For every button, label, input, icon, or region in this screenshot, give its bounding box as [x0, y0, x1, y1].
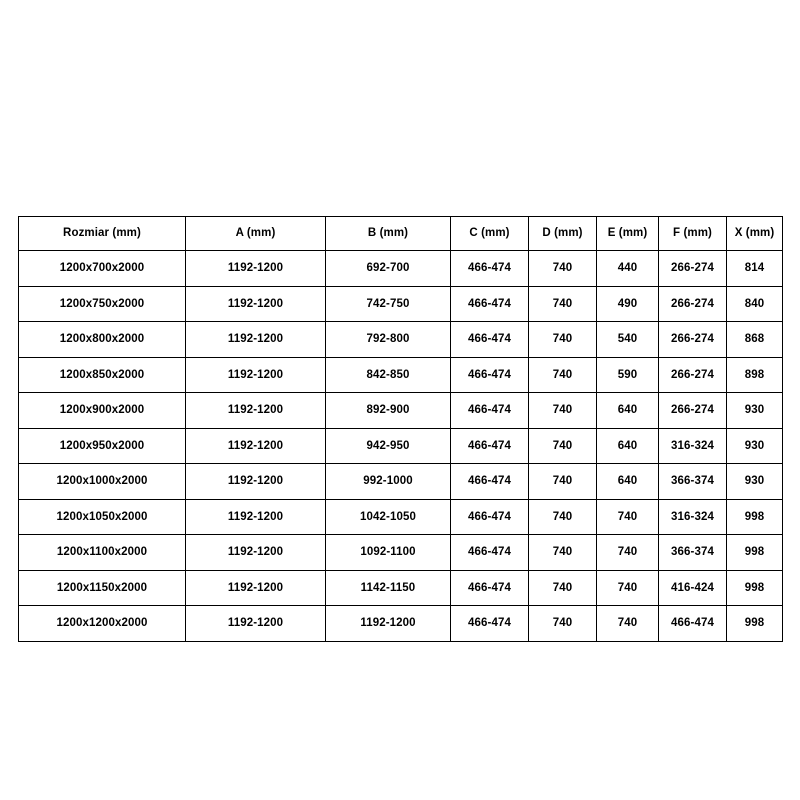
cell-x: 998 — [727, 535, 783, 571]
cell-a: 1192-1200 — [186, 570, 326, 606]
cell-x: 930 — [727, 428, 783, 464]
table-row — [19, 535, 783, 571]
cell-d: 740 — [529, 570, 597, 606]
column-header-e: E (mm) — [597, 217, 659, 251]
cell-x: 840 — [727, 286, 783, 322]
cell-a: 1192-1200 — [186, 357, 326, 393]
cell-x: 998 — [727, 570, 783, 606]
cell-a: 1192-1200 — [186, 286, 326, 322]
cell-b: 1092-1100 — [326, 535, 451, 571]
cell-b: 942-950 — [326, 428, 451, 464]
cell-a: 1192-1200 — [186, 251, 326, 287]
cell-rozmiar: 1200x700x2000 — [19, 251, 186, 287]
cell-b: 892-900 — [326, 393, 451, 429]
cell-d: 740 — [529, 322, 597, 358]
cell-rozmiar: 1200x800x2000 — [19, 322, 186, 358]
cell-x: 998 — [727, 499, 783, 535]
table-row — [19, 464, 783, 500]
table-row — [19, 393, 783, 429]
table-row — [19, 357, 783, 393]
cell-d: 740 — [529, 357, 597, 393]
cell-x: 930 — [727, 393, 783, 429]
cell-d: 740 — [529, 428, 597, 464]
cell-e: 740 — [597, 606, 659, 642]
cell-b: 842-850 — [326, 357, 451, 393]
cell-f: 266-274 — [659, 322, 727, 358]
cell-d: 740 — [529, 464, 597, 500]
cell-rozmiar: 1200x1150x2000 — [19, 570, 186, 606]
cell-rozmiar: 1200x1050x2000 — [19, 499, 186, 535]
cell-b: 792-800 — [326, 322, 451, 358]
cell-f: 316-324 — [659, 428, 727, 464]
cell-f: 316-324 — [659, 499, 727, 535]
cell-d: 740 — [529, 393, 597, 429]
cell-b: 742-750 — [326, 286, 451, 322]
cell-rozmiar: 1200x750x2000 — [19, 286, 186, 322]
cell-a: 1192-1200 — [186, 428, 326, 464]
cell-c: 466-474 — [451, 322, 529, 358]
cell-f: 366-374 — [659, 535, 727, 571]
cell-c: 466-474 — [451, 251, 529, 287]
cell-rozmiar: 1200x950x2000 — [19, 428, 186, 464]
cell-b: 992-1000 — [326, 464, 451, 500]
table-row — [19, 499, 783, 535]
table-header — [19, 217, 783, 251]
cell-e: 490 — [597, 286, 659, 322]
column-header-d: D (mm) — [529, 217, 597, 251]
cell-x: 930 — [727, 464, 783, 500]
cell-c: 466-474 — [451, 570, 529, 606]
cell-b: 1142-1150 — [326, 570, 451, 606]
cell-d: 740 — [529, 606, 597, 642]
cell-f: 266-274 — [659, 357, 727, 393]
column-header-a: A (mm) — [186, 217, 326, 251]
cell-x: 814 — [727, 251, 783, 287]
cell-b: 1192-1200 — [326, 606, 451, 642]
cell-d: 740 — [529, 286, 597, 322]
cell-rozmiar: 1200x850x2000 — [19, 357, 186, 393]
cell-e: 640 — [597, 428, 659, 464]
cell-e: 740 — [597, 499, 659, 535]
cell-c: 466-474 — [451, 393, 529, 429]
cell-b: 692-700 — [326, 251, 451, 287]
cell-d: 740 — [529, 251, 597, 287]
cell-b: 1042-1050 — [326, 499, 451, 535]
cell-c: 466-474 — [451, 428, 529, 464]
cell-e: 640 — [597, 464, 659, 500]
cell-f: 416-424 — [659, 570, 727, 606]
cell-c: 466-474 — [451, 606, 529, 642]
table-row — [19, 286, 783, 322]
column-header-f: F (mm) — [659, 217, 727, 251]
cell-x: 898 — [727, 357, 783, 393]
spec-table-container — [18, 216, 782, 642]
cell-f: 266-274 — [659, 251, 727, 287]
cell-c: 466-474 — [451, 499, 529, 535]
cell-d: 740 — [529, 499, 597, 535]
cell-c: 466-474 — [451, 535, 529, 571]
cell-e: 640 — [597, 393, 659, 429]
cell-rozmiar: 1200x1200x2000 — [19, 606, 186, 642]
cell-e: 540 — [597, 322, 659, 358]
column-header-x: X (mm) — [727, 217, 783, 251]
cell-rozmiar: 1200x1100x2000 — [19, 535, 186, 571]
cell-x: 868 — [727, 322, 783, 358]
cell-e: 590 — [597, 357, 659, 393]
table-body — [19, 251, 783, 642]
cell-e: 740 — [597, 570, 659, 606]
table-row — [19, 606, 783, 642]
cell-f: 266-274 — [659, 286, 727, 322]
cell-f: 266-274 — [659, 393, 727, 429]
cell-c: 466-474 — [451, 357, 529, 393]
cell-a: 1192-1200 — [186, 499, 326, 535]
table-row — [19, 428, 783, 464]
column-header-b: B (mm) — [326, 217, 451, 251]
column-header-c: C (mm) — [451, 217, 529, 251]
table-header-row — [19, 217, 783, 251]
cell-a: 1192-1200 — [186, 606, 326, 642]
cell-d: 740 — [529, 535, 597, 571]
cell-c: 466-474 — [451, 286, 529, 322]
table-row — [19, 322, 783, 358]
cell-c: 466-474 — [451, 464, 529, 500]
table-row — [19, 570, 783, 606]
cell-f: 366-374 — [659, 464, 727, 500]
cell-e: 740 — [597, 535, 659, 571]
cell-e: 440 — [597, 251, 659, 287]
cell-x: 998 — [727, 606, 783, 642]
cell-rozmiar: 1200x900x2000 — [19, 393, 186, 429]
cell-rozmiar: 1200x1000x2000 — [19, 464, 186, 500]
dimensions-table — [18, 216, 783, 642]
table-row — [19, 251, 783, 287]
cell-a: 1192-1200 — [186, 393, 326, 429]
cell-f: 466-474 — [659, 606, 727, 642]
cell-a: 1192-1200 — [186, 464, 326, 500]
column-header-rozmiar: Rozmiar (mm) — [19, 217, 186, 251]
cell-a: 1192-1200 — [186, 322, 326, 358]
cell-a: 1192-1200 — [186, 535, 326, 571]
